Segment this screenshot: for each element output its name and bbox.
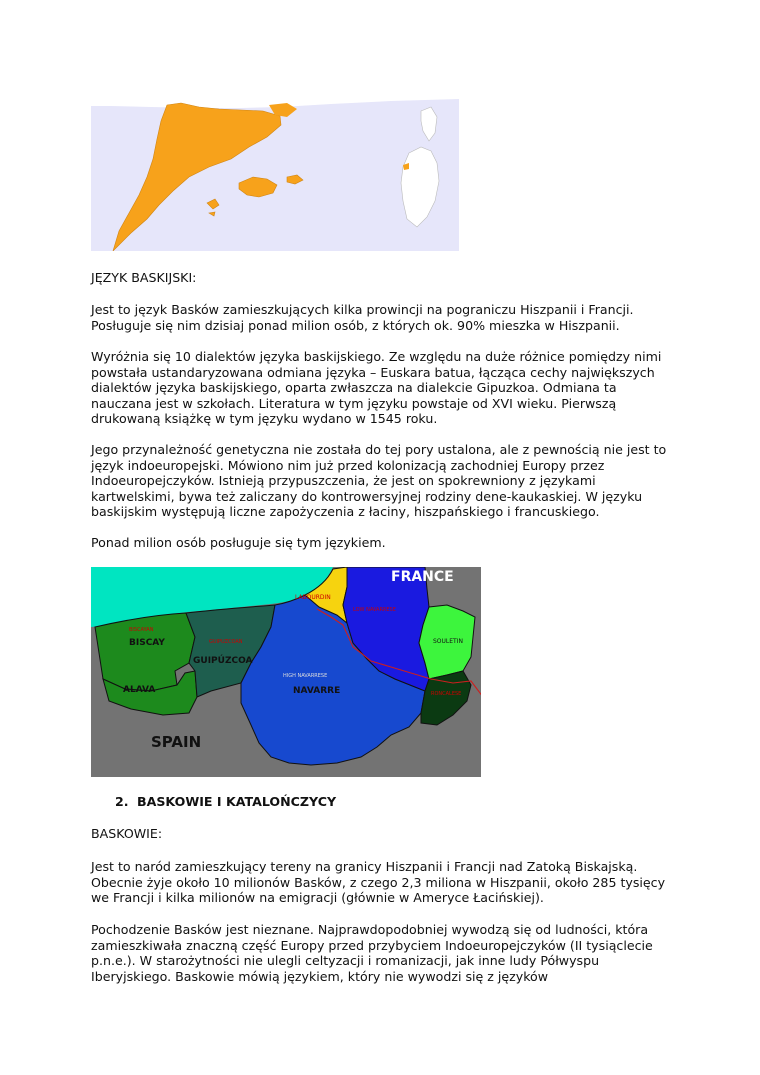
paragraph-speakers: Ponad milion osób posługuje się tym językiem. (91, 535, 386, 550)
paragraph-basques-nation: Jest to naród zamieszkujący tereny na granicy Hiszpanii i Francji nad Zatoką Biskajską. Obecnie żyje około 10 milionów Basków, z czego 2,3 miliona w Hiszpanii, około 285 tysięcy we Francji i kilka milionów na emigracji (głównie w Ameryce Łacińskiej). (91, 859, 666, 906)
paragraph-basque-intro: Jest to język Basków zamieszkujących kilka prowincji na pograniczu Hiszpanii i Francji. Posługuje się nim dzisiaj ponad milion osób, z których ok. 90% mieszka w Hiszpanii. (91, 302, 634, 333)
catalan-lands-map (91, 91, 459, 251)
label-low-navarrese: LOW NAVARRESE (353, 607, 396, 613)
label-roncalese: RONCALESE (431, 691, 462, 697)
paragraph-genetics: Jego przynależność genetyczna nie została do tej pory ustalona, ale z pewnością nie jest to język indoeuropejski. Mówiono nim już przed kolonizacją zachodniej Europy przez Indoeuropejczyków. Istnieją przypuszczenia, że jest on spokrewniony z językami kartwelskimi, bywa też zaliczany do kontrowersyjnej rodziny dene-kaukaskiej. W języku baskijskim występują liczne zapożyczenia z łaciny, hiszpańskiego i francuskiego. (91, 442, 667, 520)
label-france: FRANCE (391, 569, 454, 585)
label-guipuzcoan: GUIPUZCOAN (209, 639, 243, 645)
label-labourdin: LABOURDIN (295, 594, 331, 601)
section-number: 2. (115, 794, 129, 809)
label-spain: SPAIN (151, 733, 202, 751)
basque-provinces-map (91, 567, 481, 777)
section-heading (115, 794, 336, 809)
label-biscayan: BISCAYAN (129, 627, 154, 633)
paragraph-basques-origin: Pochodzenie Basków jest nieznane. Najprawdopodobniej wywodzą się od ludności, która zamieszkiwała znaczną część Europy przed przybyciem Indoeuropejczyków (II tysiąclecie p.n.e.). W starożytności nie ulegli celtyzacji i romanizacji, jak inne ludy Półwyspu Iberyjskiego. Baskowie mówią językiem, który nie wywodzi się z języków (91, 922, 653, 984)
paragraph-dialects: Wyróżnia się 10 dialektów języka baskijskiego. Ze względu na duże różnice pomiędzy nimi powstała ustandaryzowana odmiana języka – Euskara batua, łącząca cechy największych dialektów języka baskijskiego, oparta zwłaszcza na dialekcie Gipuzkoa. Odmiana ta nauczana jest w szkołach. Literatura w tym języku powstaje od XVI wieku. Pierwszą drukowaną książkę w tym języku wydano w 1545 roku. (91, 349, 662, 427)
section-title: BASKOWIE I KATALOŃCZYCY (137, 794, 337, 809)
label-alava: ALAVA (123, 685, 156, 695)
label-souletin: SOULETIN (433, 638, 463, 645)
label-biscay: BISCAY (129, 638, 165, 648)
heading-basque-language: JĘZYK BASKIJSKI: (91, 270, 197, 285)
label-navarre: NAVARRE (293, 686, 341, 696)
label-guipuzcoa: GUIPÚZCOA (193, 656, 253, 666)
heading-basques: BASKOWIE: (91, 826, 163, 841)
label-high-navarrese: HIGH NAVARRESE (283, 673, 328, 679)
